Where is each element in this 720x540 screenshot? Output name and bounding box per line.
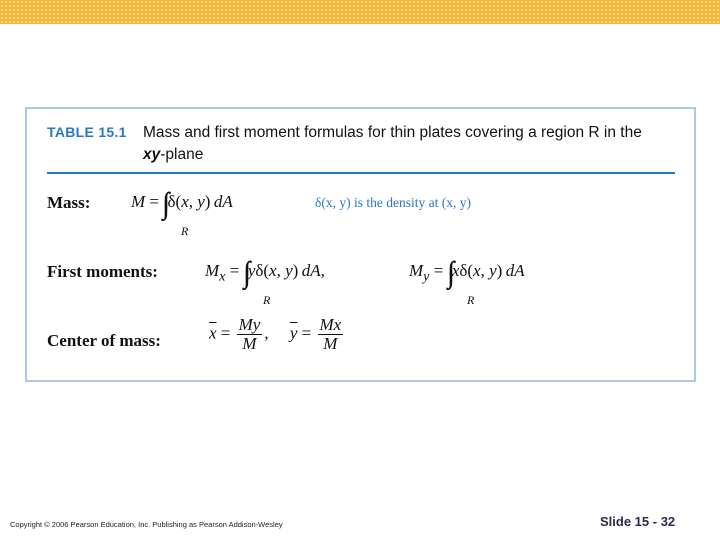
frac1-numerator: My	[238, 315, 261, 334]
mass-formula: M = δ(x, y) dA	[131, 192, 233, 211]
y-bar: $\overline{y}$	[289, 323, 298, 343]
copyright-notice: Copyright © 2006 Pearson Education, Inc. Publishing as Pearson Addison-Wesley	[10, 520, 283, 529]
top-decorative-band	[0, 0, 720, 24]
fraction-my-over-m	[237, 316, 263, 353]
x-bar: $\overline{x}$	[209, 323, 217, 343]
frac1-denominator: M	[242, 334, 257, 353]
fraction-mx-over-m	[318, 316, 344, 353]
mass-label: Mass:	[47, 193, 91, 212]
frac2-denominator: M	[323, 334, 338, 353]
formula-table	[25, 107, 696, 382]
density-note: δ(x, y) is the density at (x, y)	[315, 195, 471, 210]
center-of-mass-label: Center of mass:	[47, 331, 161, 350]
caption-divider	[47, 172, 675, 174]
mx-region-label: R	[263, 293, 271, 307]
moments-label: First moments:	[47, 262, 158, 281]
table-caption	[143, 122, 663, 166]
center-of-mass-formula: $\overline{x}$ = $\frac{My}{M}$ , $\overline{y}$ = $\frac{Mx}{M}$	[209, 315, 342, 353]
table-tag: TABLE 15.1	[47, 124, 127, 140]
caption-emphasis: xy	[143, 146, 161, 163]
my-region-label: R	[467, 293, 475, 307]
slide-number: Slide 15 - 32	[600, 514, 676, 529]
caption-part-1: Mass and first moment formulas for thin plates covering a region R in the	[143, 124, 642, 141]
mx-formula: $M_x = y\delta(x$, y) dA,	[205, 261, 325, 285]
caption-part-2: -plane	[160, 146, 204, 163]
my-formula: $M_y = x\delta(x$, y) dA	[409, 261, 525, 285]
mass-region-label: R	[181, 224, 189, 238]
frac2-numerator: Mx	[319, 315, 342, 334]
